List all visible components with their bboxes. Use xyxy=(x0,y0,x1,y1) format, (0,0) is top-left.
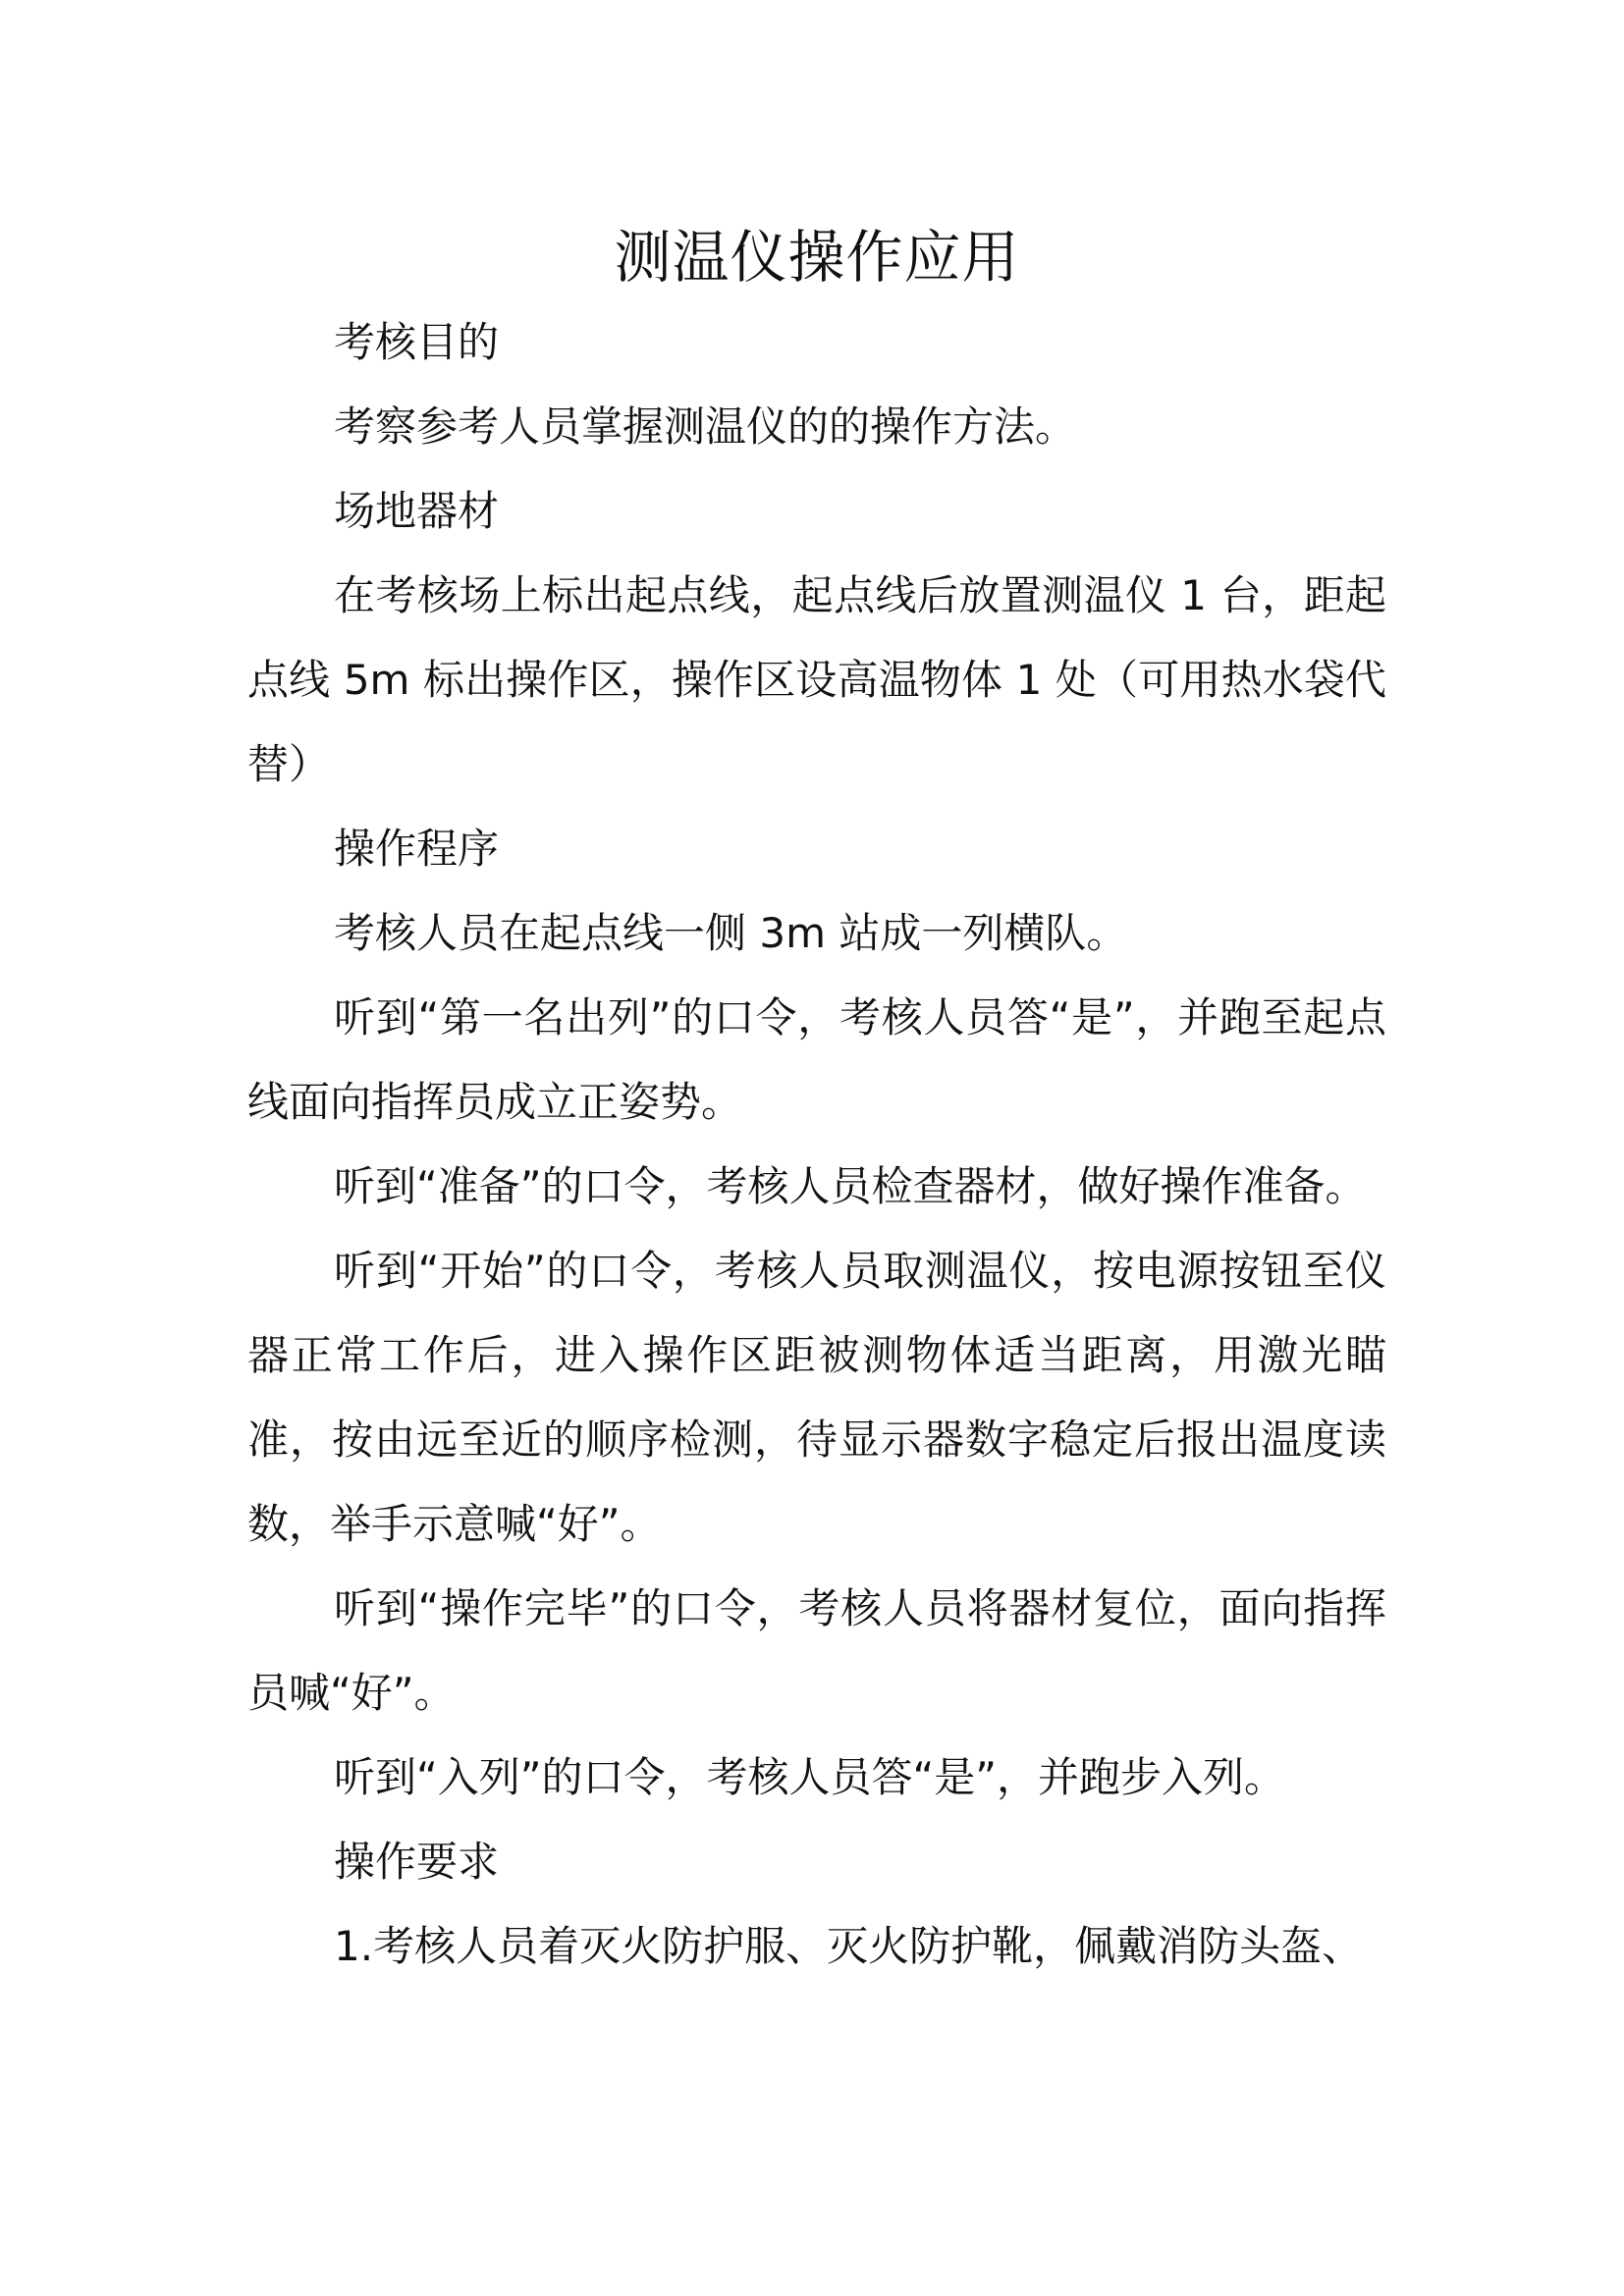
paragraph-procedure-5: 听到“操作完毕”的口令，考核人员将器材复位，面向指挥员喊“好”。 xyxy=(247,1584,1386,1717)
section-heading-equipment: 场地器材 xyxy=(334,487,500,535)
paragraph-equipment: 在考核场上标出起点线，起点线后放置测温仪 1 台，距起点线 5m 标出操作区，操作区设高温物体 1 处（可用热水袋代替） xyxy=(247,571,1386,788)
paragraph-procedure-4: 听到“开始”的口令，考核人员取测温仪，按电源按钮至仪器正常工作后，进入操作区距被测物体适当距离，用激光瞄准，按由远至近的顺序检测，待显示器数字稳定后报出温度读数，举手示意喊“好”。 xyxy=(247,1247,1386,1548)
paragraph-procedure-1: 考核人员在起点线一侧 3m 站成一列横队。 xyxy=(334,909,1128,957)
paragraph-procedure-3: 听到“准备”的口令，考核人员检查器材，做好操作准备。 xyxy=(334,1162,1367,1210)
paragraph-purpose: 考察参考人员掌握测温仪的的操作方法。 xyxy=(334,402,1077,451)
section-heading-requirements: 操作要求 xyxy=(334,1838,500,1886)
paragraph-procedure-6: 听到“入列”的口令，考核人员答“是”，并跑步入列。 xyxy=(334,1753,1286,1801)
paragraph-requirements-1: 1.考核人员着灭火防护服、灭火防护靴，佩戴消防头盔、 xyxy=(334,1922,1364,1970)
paragraph-procedure-2: 听到“第一名出列”的口令，考核人员答“是”，并跑至起点线面向指挥员成立正姿势。 xyxy=(247,993,1386,1126)
section-heading-purpose: 考核目的 xyxy=(334,318,500,366)
document-body xyxy=(247,218,1386,1989)
page-title: 测温仪操作应用 xyxy=(614,224,1020,291)
section-heading-procedure: 操作程序 xyxy=(334,825,500,873)
